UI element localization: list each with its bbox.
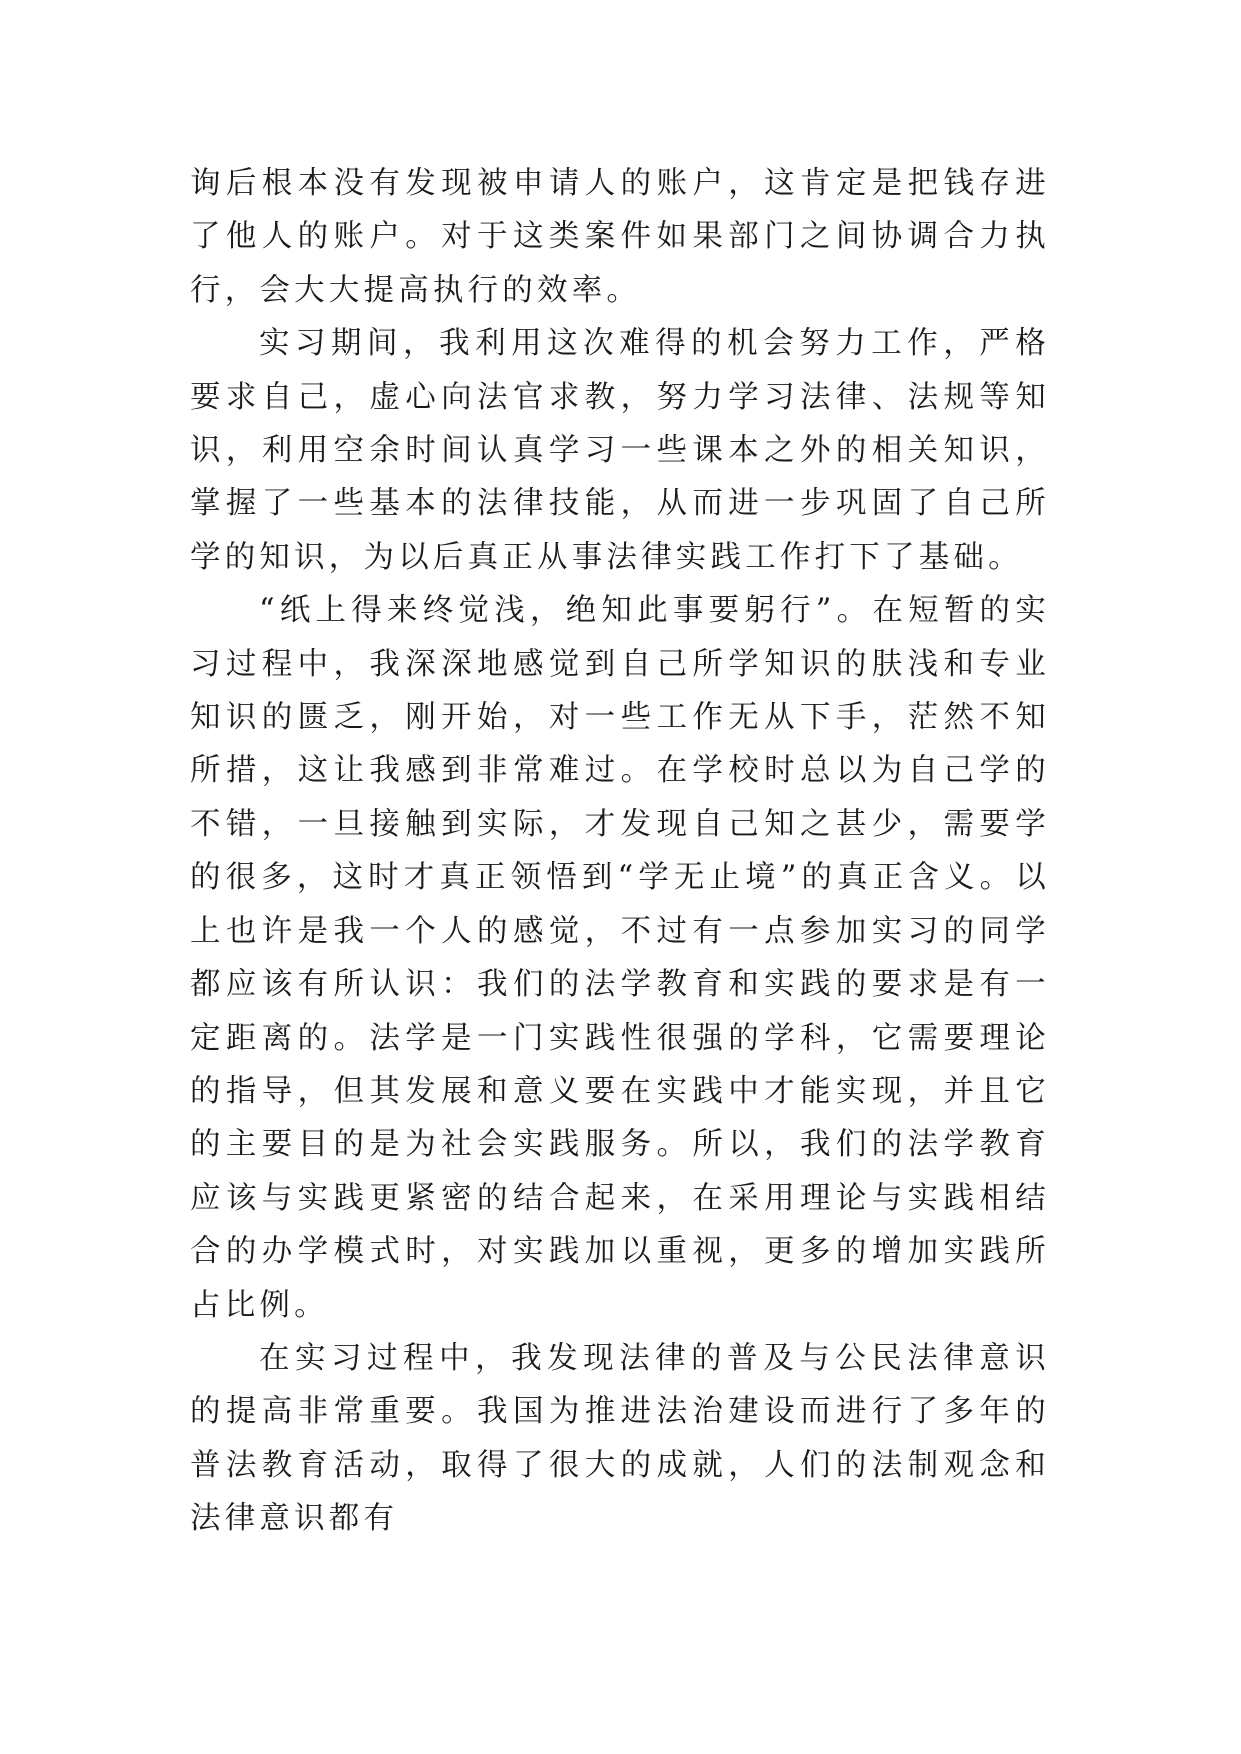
- paragraph-internship-effort: 实习期间，我利用这次难得的机会努力工作，严格要求自己，虚心向法官求教，努力学习法律、法规等知识，利用空余时间认真学习一些课本之外的相关知识，掌握了一些基本的法律技能，从而进一步巩固了自己所学的知识，为以后真正从事法律实践工作打下了基础。: [190, 326, 1050, 575]
- document-body: [190, 157, 1050, 1546]
- paragraph-legal-awareness: 在实习过程中，我发现法律的普及与公民法律意识的提高非常重要。我国为推进法治建设而进行了多年的普法教育活动，取得了很大的成就，人们的法制观念和法律意识都有: [190, 1340, 1050, 1537]
- paragraph-practice-reflection: “纸上得来终觉浅，绝知此事要躬行”。在短暂的实习过程中，我深深地感觉到自己所学知识的肤浅和专业知识的匮乏，刚开始，对一些工作无从下手，茫然不知所措，这让我感到非常难过。在学校时总以为自己学的不错，一旦接触到实际，才发现自己知之甚少，需要学的很多，这时才真正领悟到“学无止境”的真正含义。以上也许是我一个人的感觉，不过有一点参加实习的同学都应该有所认识：我们的法学教育和实践的要求是有一定距离的。法学是一门实践性很强的学科，它需要理论的指导，但其发展和意义要在实践中才能实现，并且它的主要目的是为社会实践服务。所以，我们的法学教育应该与实践更紧密的结合起来，在采用理论与实践相结合的办学模式时，对实践加以重视，更多的增加实践所占比例。: [190, 593, 1050, 1323]
- paragraph-continuation: 询后根本没有发现被申请人的账户，这肯定是把钱存进了他人的账户。对于这类案件如果部门之间协调合力执行，会大大提高执行的效率。: [190, 166, 1050, 308]
